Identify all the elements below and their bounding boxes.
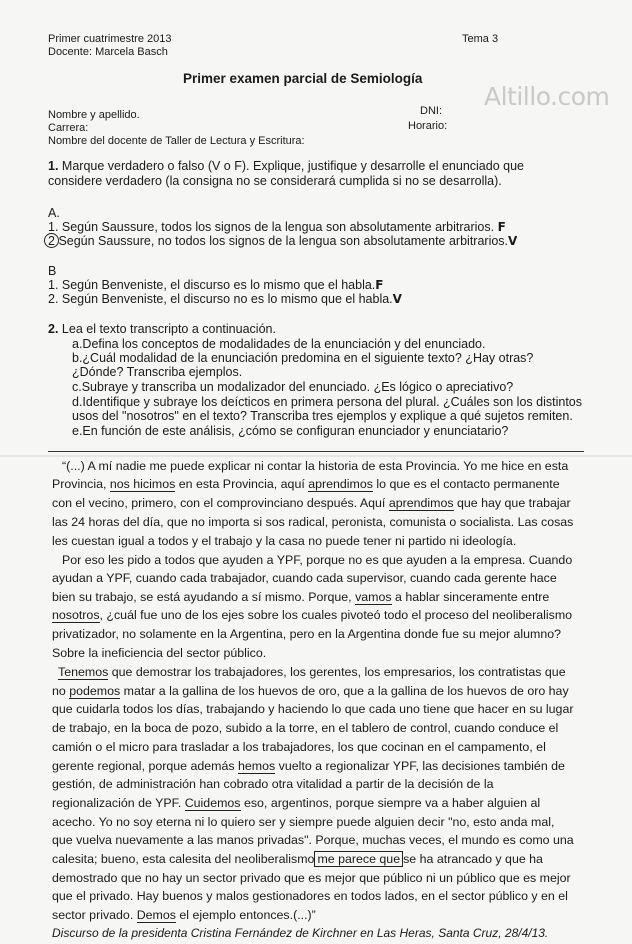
schedule-field-label: Horario:: [408, 120, 448, 132]
speech-fragment: a hablar sinceramente entre: [391, 590, 550, 604]
speech-line: gestión, de administración han cobrado otra vitalidad a partir de la decisión de la: [52, 777, 494, 791]
speech-fragment: calesita; bueno, esta calesita del neoliberalismo: [52, 852, 315, 866]
speech-line: ayudan a YPF, cuando cada trabajador, cuando cada supervisor, cuando cada gerente hace: [52, 571, 557, 585]
q2-item: d.Identifique y subraye los deícticos en primera persona del plural. ¿Cuáles son los distintos: [72, 395, 582, 409]
underlined-deictic: Demos: [136, 908, 176, 922]
speech-line: camión o el micro para trasladar a los trabajadores, los que cocinan en el campamento, el: [52, 740, 546, 754]
speech-line: [52, 757, 565, 776]
block-a-item-1-text: 1. Según Saussure, todos los signos de la lengua son absolutamente arbitrarios.: [48, 220, 495, 234]
q2-item: e.En función de este análisis, ¿cómo se configuran enunciador y enunciatario?: [72, 424, 509, 438]
underlined-deictic: nosotros: [52, 608, 100, 622]
q2-item: ¿Dónde? Transcriba ejemplos.: [72, 365, 243, 379]
speech-fragment: se ha atrancado y que ha: [403, 852, 543, 866]
underlined-deictic: vamos: [355, 590, 392, 604]
speech-fragment: no: [52, 684, 70, 698]
underlined-deictic: Tenemos: [58, 665, 109, 679]
speech-line: privatizador, no solamente en la Argentina, pero en la Argentina donde fue su mejor alumno?: [52, 627, 562, 641]
q2-item: a.Defina los conceptos de modalidades de la enunciación y del enunciado.: [72, 337, 486, 351]
watermark-logo: Altillo.com: [484, 82, 610, 111]
name-field-label: Nombre y apellido.: [48, 109, 140, 121]
q1-line-2: considere verdadero (la consigna no se considerará cumplida si no se desarrolla).: [48, 174, 502, 188]
block-a-item-2: [48, 234, 517, 249]
q2-intro: [48, 322, 276, 337]
block-a-item-1: [48, 220, 506, 235]
block-b-item-2: [48, 292, 402, 307]
block-a-label: A.: [48, 206, 60, 220]
speech-fragment: gerente regional, porque además: [52, 759, 238, 773]
speech-line: acecho. Yo no soy eterna ni lo quiero ser y siempre puede alguien decir "no, esto anda mal,: [52, 815, 555, 829]
underlined-deictic: aprendimos: [308, 477, 373, 491]
speech-fragment: con el vecino, primero, con el comprovinciano después. Aquí: [52, 496, 389, 510]
course-period: Primer cuatrimestre 2013: [48, 33, 172, 45]
boxed-modalizer: me parece que: [314, 851, 403, 867]
speech-line: que el privado. Hay buenos y malos gestionadores en todos lados, en el sector público y en el: [52, 889, 568, 903]
speech-line: [52, 588, 549, 607]
speech-line: [52, 682, 569, 701]
workshop-teacher-label: Nombre del docente de Taller de Lectura y Escritura:: [48, 135, 305, 147]
speech-fragment: lo que es el contacto permanente: [372, 477, 560, 491]
handwritten-mark-v: V: [392, 292, 402, 306]
speech-fragment: Provincia,: [52, 477, 110, 491]
block-a-item-2-text: Según Saussure, no todos los signos de la lengua son absolutamente arbitrarios.: [58, 234, 509, 248]
q2-item: c.Subraye y transcriba un modalizador del enunciado. ¿Es lógico o apreciativo?: [72, 380, 514, 394]
career-field-label: Carrera:: [48, 122, 89, 134]
speech-line: [52, 794, 540, 813]
source-citation: Discurso de la presidenta Cristina Fernández de Kirchner en Las Heras, Santa Cruz, 28/4/13.: [52, 926, 549, 940]
speech-fragment: en esta Provincia, aquí: [175, 477, 309, 491]
speech-fragment: regionalización de YPF.: [52, 796, 185, 810]
teacher-name: Docente: Marcela Basch: [48, 46, 168, 58]
speech-fragment: eso, argentinos, porque siempre va a haber alguien al: [240, 796, 541, 810]
speech-fragment: sector privado.: [52, 908, 137, 922]
block-b-item-1-text: 1. Según Benveniste, el discurso es lo mismo que el habla.: [48, 278, 376, 292]
speech-fragment: matar a la gallina de los huevos de oro, que a la gallina de los huevos de oro hay: [120, 684, 569, 698]
underlined-deictic: hemos: [238, 759, 276, 773]
underlined-deictic: podemos: [69, 684, 121, 698]
handwritten-mark-f: F: [497, 220, 506, 234]
section-divider: [48, 451, 584, 452]
speech-fragment: que hay que trabajar: [453, 496, 571, 510]
speech-line: que cuidarla todos los días, trabajando y haciendo lo que cada uno tiene que hacer en su lugar: [52, 702, 574, 716]
q1-statement: [48, 159, 524, 174]
speech-line: les cuestan igual a todos y el trabajo y la casa no puede tener ni partido ni ideología.: [52, 534, 517, 548]
speech-line: [52, 606, 572, 625]
underlined-deictic: Cuidemos: [184, 796, 241, 810]
speech-line: que vuelva nuevamente a las manos privadas". Porque, muchas veces, el mundo es como una: [52, 833, 574, 847]
dni-field-label: DNI:: [420, 105, 442, 117]
block-a-item-2-number: 2: [48, 234, 55, 248]
speech-line: [58, 663, 566, 682]
block-b-label: B: [48, 264, 57, 278]
speech-fragment: que demostrar los trabajadores, los gerentes, los empresarios, los contratistas que: [108, 665, 566, 679]
q2-intro-text: Lea el texto transcripto a continuación.: [61, 322, 276, 336]
speech-line: “(...) A mí nadie me puede explicar ni contar la historia de esta Provincia. Yo me hice en esta: [62, 459, 569, 473]
speech-fragment: bien su trabajo, se está ayudando a sí mismo. Porque,: [52, 590, 356, 604]
block-b-item-2-text: 2. Según Benveniste, el discurso no es lo mismo que el habla.: [48, 292, 393, 306]
speech-line: Sobre la ineficiencia del sector público.: [52, 646, 267, 660]
handwritten-mark-f: F: [375, 278, 384, 292]
block-b-item-1: [48, 278, 383, 293]
speech-line: las 24 horas del día, que no importa si sos radical, peronista, comunista o socialista. Las cosas: [52, 515, 574, 529]
exam-version: Tema 3: [462, 33, 499, 45]
exam-title: Primer examen parcial de Semiología: [183, 71, 423, 86]
underlined-deictic: aprendimos: [388, 496, 454, 510]
speech-line: Por eso les pido a todos que ayuden a YPF, porque no es que ayuden a la empresa. Cuando: [62, 553, 573, 567]
q1-number: 1.: [48, 159, 59, 173]
speech-line: [52, 494, 571, 513]
speech-fragment: vuelto a regionalizar YPF, las decisiones también de: [275, 759, 565, 773]
q2-item: b.¿Cuál modalidad de la enunciación predomina en el siguiente texto? ¿Hay otras?: [72, 351, 534, 365]
speech-line: [52, 475, 560, 494]
speech-fragment: el ejemplo entonces.(...)”: [175, 908, 316, 922]
handwritten-mark-v: V: [508, 234, 518, 248]
q2-item: usos del "nosotros" en el texto? Transcriba tres ejemplos y explique a qué sujetos remiten.: [72, 409, 573, 423]
speech-fragment: , ¿cuál fue uno de los ejes sobre los cuales pivoteó todo el proceso del neoliberalismo: [99, 608, 573, 622]
speech-line: demostrado que no hay un sector privado que es mejor que público ni un público que es mejor: [52, 871, 571, 885]
speech-line: de trabajo, en la boca de pozo, subido a la torre, en el tablero de control, cuando conduce el: [52, 721, 559, 735]
speech-line: [52, 850, 543, 869]
q1-line-1: Marque verdadero o falso (V o F). Explique, justifique y desarrolle el enunciado que: [61, 159, 524, 173]
q2-number: 2.: [48, 322, 59, 336]
underlined-deictic: nos hicimos: [109, 477, 176, 491]
speech-line: [52, 906, 316, 925]
